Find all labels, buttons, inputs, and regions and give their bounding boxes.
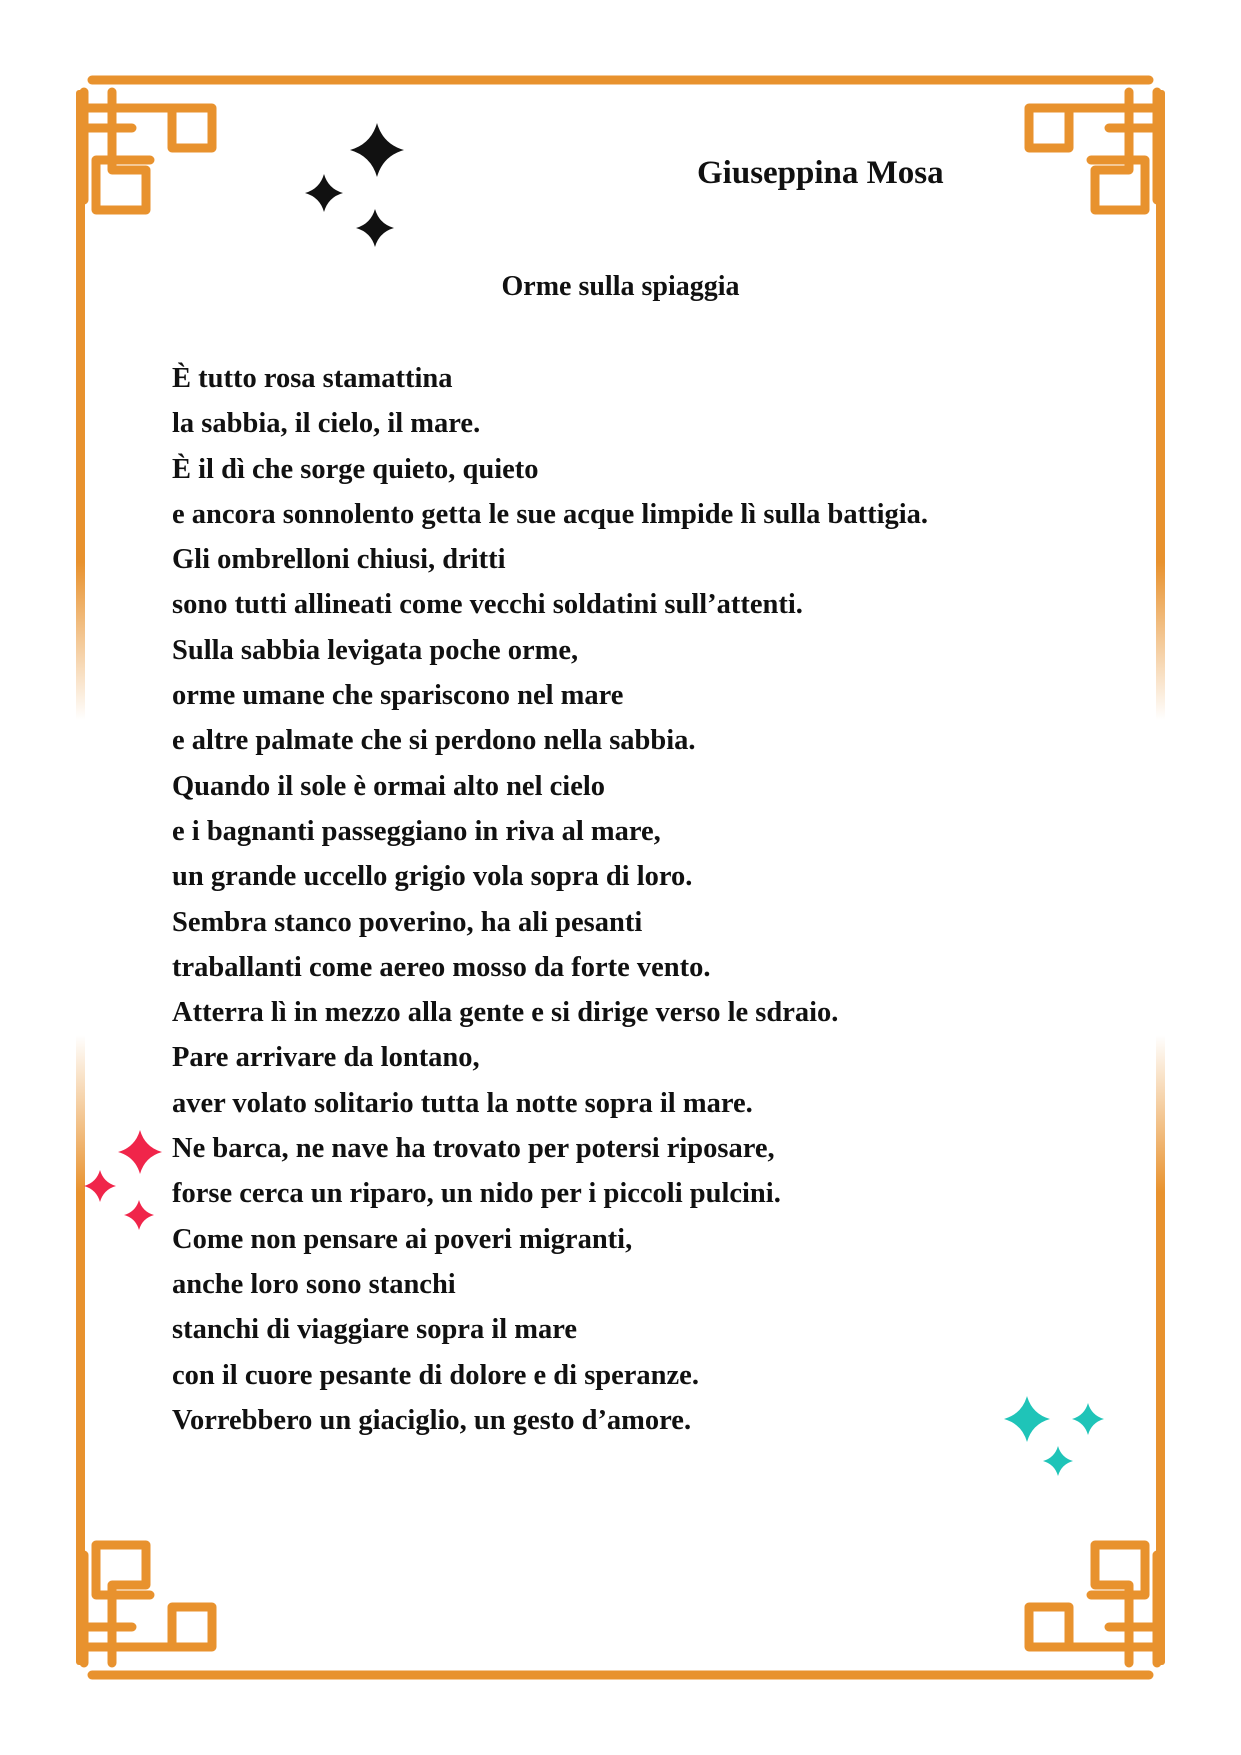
poem-line: orme umane che spariscono nel mare xyxy=(172,680,624,712)
sparkle-icon xyxy=(1043,1446,1073,1476)
author-name: Giuseppina Mosa xyxy=(697,155,944,191)
poem-title: Orme sulla spiaggia xyxy=(501,271,740,302)
sparkle-icon xyxy=(124,1200,154,1230)
poem-line: Come non pensare ai poveri migranti, xyxy=(172,1223,633,1255)
poem-line: Ne barca, ne nave ha trovato per potersi riposare, xyxy=(172,1133,775,1165)
poem-line: un grande uccello grigio vola sopra di loro. xyxy=(172,861,693,893)
poem-line: sono tutti allineati come vecchi soldatini sull’attenti. xyxy=(172,589,803,621)
poem-line: aver volato solitario tutta la notte sopra il mare. xyxy=(172,1087,753,1119)
poem-line: È il dì che sorge quieto, quieto xyxy=(172,453,539,485)
poem-line: e i bagnanti passeggiano in riva al mare, xyxy=(172,815,661,847)
sparkle-icon xyxy=(356,209,394,247)
poem-line: con il cuore pesante di dolore e di speranze. xyxy=(172,1359,699,1391)
poem-line: Sulla sabbia levigata poche orme, xyxy=(172,634,579,666)
poem-line: Vorrebbero un giaciglio, un gesto d’amore. xyxy=(172,1404,692,1436)
poem-line: È tutto rosa stamattina xyxy=(172,363,453,394)
poem-line: anche loro sono stanchi xyxy=(172,1268,456,1300)
sparkle-group-black xyxy=(305,123,404,247)
poem-line: e ancora sonnolento getta le sue acque limpide lì sulla battigia. xyxy=(172,498,929,530)
poem-line: e altre palmate che si perdono nella sabbia. xyxy=(172,725,696,757)
poem-body xyxy=(172,356,1092,1443)
poem-line: stanchi di viaggiare sopra il mare xyxy=(172,1314,578,1346)
sparkle-icon xyxy=(84,1170,116,1202)
poem-line: Quando il sole è ormai alto nel cielo xyxy=(172,770,606,802)
poem-line: la sabbia, il cielo, il mare. xyxy=(172,408,481,440)
poem-line: Atterra lì in mezzo alla gente e si dirige verso le sdraio. xyxy=(172,997,839,1029)
poem-line: traballanti come aereo mosso da forte vento. xyxy=(172,951,711,983)
sparkle-icon xyxy=(118,1130,162,1174)
sparkle-group-red xyxy=(84,1130,162,1230)
poem-line: Sembra stanco poverino, ha ali pesanti xyxy=(172,906,643,938)
sparkle-icon xyxy=(350,123,404,177)
poem-line: Pare arrivare da lontano, xyxy=(172,1042,480,1074)
poem-line: forse cerca un riparo, un nido per i piccoli pulcini. xyxy=(172,1178,781,1210)
sparkle-icon xyxy=(305,174,343,212)
poem-line: Gli ombrelloni chiusi, dritti xyxy=(172,544,506,576)
